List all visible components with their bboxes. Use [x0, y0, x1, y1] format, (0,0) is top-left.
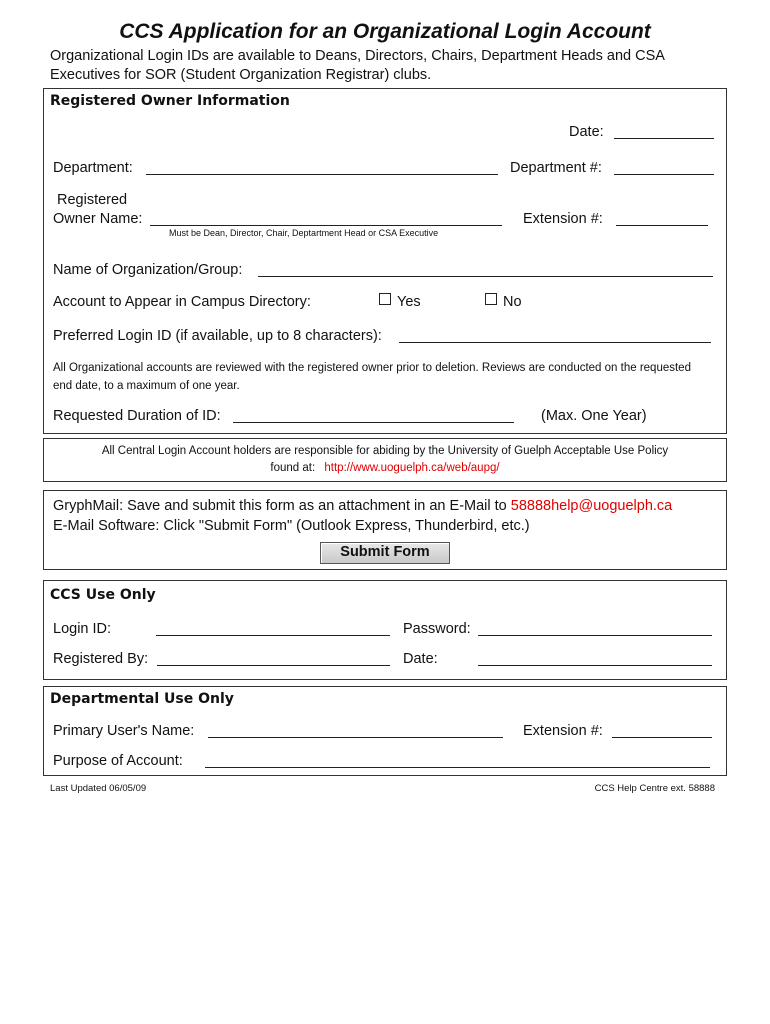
help-email-link[interactable]: 58888help@uoguelph.ca [510, 498, 673, 514]
purpose-label: Purpose of Account: [53, 753, 183, 769]
submit-form-button[interactable]: Submit Form [320, 542, 450, 564]
login-id-field[interactable] [156, 635, 390, 636]
duration-field[interactable] [233, 422, 514, 423]
ccs-date-label: Date: [403, 651, 438, 667]
max-duration-label: (Max. One Year) [541, 408, 647, 424]
no-checkbox[interactable] [485, 293, 497, 305]
gryphmail-text [53, 498, 672, 514]
password-field[interactable] [478, 635, 712, 636]
preferred-login-field[interactable] [399, 342, 711, 343]
yes-label: Yes [397, 294, 421, 310]
dept-extension-label: Extension #: [523, 723, 603, 739]
email-software-text: E-Mail Software: Click "Submit Form" (Outlook Express, Thunderbird, etc.) [53, 518, 530, 534]
owner-heading: Registered Owner Information [50, 93, 290, 109]
owner-extension-field[interactable] [616, 225, 708, 226]
date-field[interactable] [614, 138, 714, 139]
department-number-field[interactable] [614, 174, 714, 175]
date-label: Date: [569, 124, 604, 140]
dept-extension-field[interactable] [612, 737, 712, 738]
primary-user-label: Primary User's Name: [53, 723, 195, 739]
primary-user-field[interactable] [208, 737, 503, 738]
help-centre: CCS Help Centre ext. 58888 [594, 783, 715, 794]
policy-text: All Central Login Account holders are responsible for abiding by the University of Guelph Acceptable Use Policy [101, 445, 669, 457]
organization-field[interactable] [258, 276, 713, 277]
ccs-date-field[interactable] [478, 665, 712, 666]
owner-note: Must be Dean, Director, Chair, Deptartment Head or CSA Executive [169, 228, 439, 238]
owner-name-field[interactable] [150, 225, 502, 226]
gryphmail-instruction: GryphMail: Save and submit this form as an attachment in an E-Mail to [53, 498, 507, 514]
department-field[interactable] [146, 174, 498, 175]
organization-label: Name of Organization/Group: [53, 262, 243, 278]
yes-checkbox[interactable] [379, 293, 391, 305]
directory-label: Account to Appear in Campus Directory: [53, 294, 311, 310]
password-label: Password: [403, 621, 471, 637]
owner-extension-label: Extension #: [523, 211, 603, 227]
registered-label: Registered [57, 192, 128, 208]
page-title: CCS Application for an Organizational Login Account [119, 20, 651, 43]
registered-by-label: Registered By: [53, 651, 149, 667]
intro-text: Organizational Login IDs are available to Deans, Directors, Chairs, Department Heads and CSA Executives for SOR (Student Organization Registrar) clubs. [50, 48, 665, 83]
policy-link[interactable]: http://www.uoguelph.ca/web/aupg/ [324, 462, 500, 474]
review-note: All Organizational accounts are reviewed with the registered owner prior to deletion. Reviews are conducted on the requested end date, to a maximum of one year. [53, 362, 691, 392]
registered-by-field[interactable] [157, 665, 390, 666]
last-updated: Last Updated 06/05/09 [50, 783, 147, 794]
duration-label: Requested Duration of ID: [53, 408, 221, 424]
preferred-login-label: Preferred Login ID (if available, up to 8 characters): [53, 328, 382, 344]
login-id-label: Login ID: [53, 621, 112, 637]
owner-name-label: Owner Name: [53, 211, 143, 227]
department-label: Department: [53, 160, 133, 176]
ccs-heading: CCS Use Only [50, 587, 156, 603]
purpose-field[interactable] [205, 767, 710, 768]
policy-found-at [43, 459, 727, 477]
no-label: No [503, 294, 522, 310]
department-number-label: Department #: [510, 160, 602, 176]
found-at-label: found at: [270, 462, 316, 474]
departmental-heading: Departmental Use Only [50, 691, 234, 707]
